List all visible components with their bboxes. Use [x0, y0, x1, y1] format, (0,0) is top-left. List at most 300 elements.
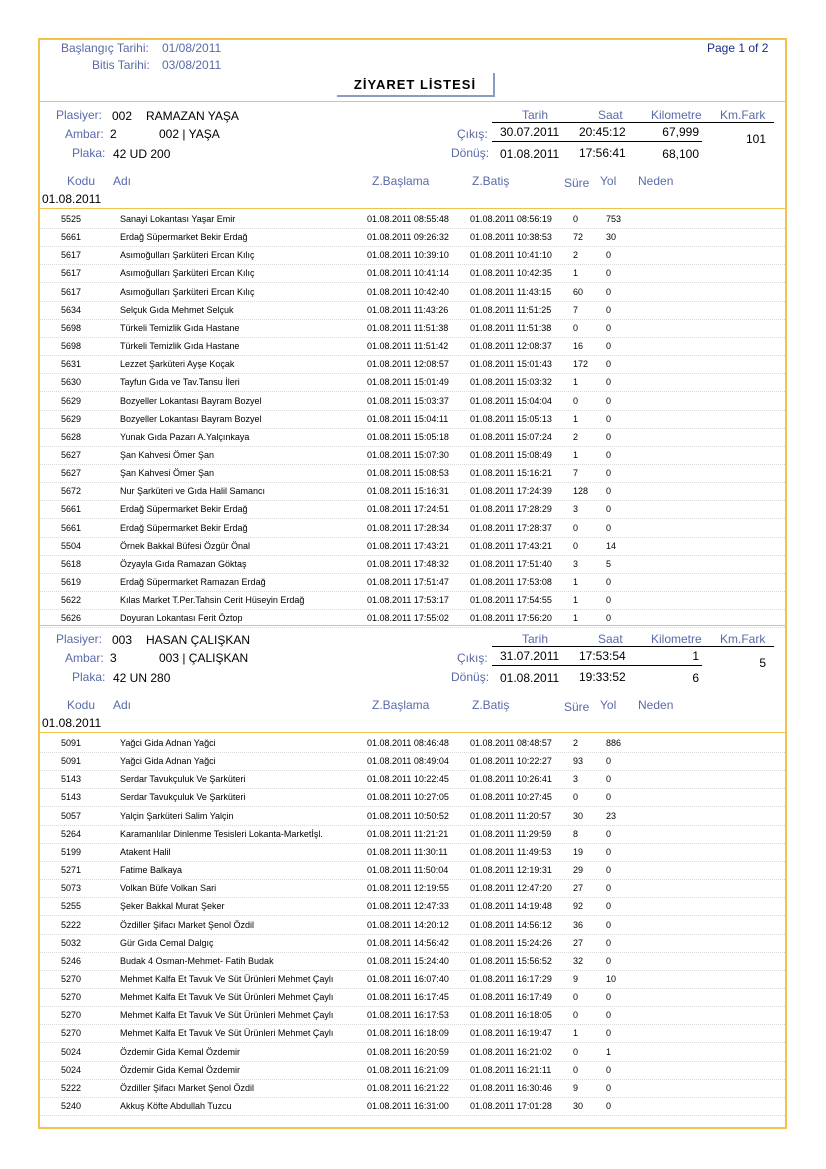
table-row [40, 537, 785, 556]
row-duration: 1 [573, 268, 579, 279]
cikis-saat: 17:53:54 [579, 649, 626, 663]
row-code: 5617 [61, 286, 82, 297]
row-name: Fatime Balkaya [120, 865, 183, 876]
table-row [40, 355, 785, 374]
row-code: 5024 [61, 1046, 82, 1057]
row-start-time: 01.08.2011 11:51:42 [367, 341, 449, 352]
row-distance: 0 [606, 322, 612, 333]
table-row [40, 301, 785, 320]
table-row [40, 988, 785, 1007]
row-start-time: 01.08.2011 16:07:40 [367, 973, 449, 984]
row-start-time: 01.08.2011 16:17:45 [367, 992, 449, 1003]
group-divider [40, 732, 785, 733]
row-duration: 60 [573, 286, 584, 297]
row-distance: 0 [606, 504, 612, 515]
row-start-time: 01.08.2011 14:56:42 [367, 937, 449, 948]
row-name: Erdağ Süpermarket Bekir Erdağ [120, 232, 248, 243]
row-name: Asımoğulları Şarküteri Ercan Kılıç [120, 250, 255, 261]
row-start-time: 01.08.2011 17:48:32 [367, 558, 449, 569]
row-distance: 0 [606, 1082, 612, 1093]
row-duration: 27 [573, 883, 584, 894]
row-end-time: 01.08.2011 12:47:20 [470, 883, 552, 894]
row-name: Yunak Gıda Pazarı A.Yalçınkaya [120, 431, 250, 442]
row-end-time: 01.08.2011 17:51:40 [470, 558, 552, 569]
row-distance: 0 [606, 286, 612, 297]
kmfark-header: Km.Fark [720, 108, 766, 122]
row-duration: 1 [573, 449, 579, 460]
donus-tarih: 01.08.2011 [500, 671, 560, 685]
km-fark: 5 [759, 656, 766, 670]
plasiyer-label: Plasiyer: [56, 632, 103, 646]
col-sure: Süre [564, 700, 590, 714]
row-name: Özdemir Gida Kemal Özdemir [120, 1064, 241, 1075]
row-distance: 0 [606, 577, 612, 587]
table-row [40, 264, 785, 283]
donus-saat: 17:56:41 [579, 146, 626, 160]
col-kodu: Kodu [67, 698, 96, 712]
row-start-time: 01.08.2011 16:20:59 [367, 1046, 449, 1057]
table-row [40, 1024, 785, 1043]
row-end-time: 01.08.2011 17:53:08 [470, 577, 552, 587]
row-end-time: 01.08.2011 15:08:49 [470, 449, 552, 460]
row-end-time: 01.08.2011 11:51:38 [470, 322, 552, 333]
row-end-time: 01.08.2011 16:17:29 [470, 973, 552, 984]
row-name: Özdiller Şifacı Market Şenol Özdil [120, 1082, 255, 1093]
row-distance: 0 [606, 919, 612, 930]
row-distance: 1 [606, 1046, 612, 1057]
row-name: Serdar Tavukçuluk Ve Şarküteri [120, 792, 246, 803]
col-yol: Yol [600, 698, 617, 712]
row-code: 5255 [61, 901, 82, 912]
row-start-time: 01.08.2011 17:55:02 [367, 613, 449, 624]
table-row [40, 228, 785, 247]
row-code: 5629 [61, 413, 82, 424]
table-row [40, 319, 785, 338]
table-row [40, 1006, 785, 1025]
row-end-time: 01.08.2011 15:56:52 [470, 955, 552, 966]
col-neden: Neden [638, 174, 674, 188]
row-name: Akkuş Köfte Abdullah Tuzcu [120, 1101, 232, 1111]
row-end-time: 01.08.2011 11:43:15 [470, 286, 552, 297]
row-duration: 0 [573, 322, 579, 333]
table-row [40, 555, 785, 574]
table-row [40, 897, 785, 916]
row-distance: 0 [606, 431, 612, 442]
row-start-time: 01.08.2011 10:41:14 [367, 268, 449, 279]
row-end-time: 01.08.2011 11:29:59 [470, 828, 552, 839]
row-name: Tayfun Gıda ve Tav.Tansu İleri [120, 377, 240, 388]
row-start-time: 01.08.2011 15:08:53 [367, 468, 449, 479]
row-start-time: 01.08.2011 14:20:12 [367, 919, 449, 930]
row-code: 5627 [61, 468, 82, 479]
row-end-time: 01.08.2011 08:48:57 [470, 738, 552, 748]
row-code: 5698 [61, 341, 82, 352]
row-end-time: 01.08.2011 16:17:49 [470, 992, 552, 1003]
ambar-name: 002 | YAŞA [159, 127, 220, 141]
row-end-time: 01.08.2011 14:19:48 [470, 901, 552, 912]
row-start-time: 01.08.2011 11:30:11 [367, 846, 448, 857]
row-duration: 1 [573, 413, 579, 424]
row-code: 5270 [61, 973, 82, 984]
row-duration: 2 [573, 738, 579, 748]
table-row [40, 879, 785, 898]
row-end-time: 01.08.2011 10:41:10 [470, 250, 552, 261]
row-duration: 92 [573, 901, 584, 912]
ambar-label: Ambar: [65, 651, 104, 665]
col-adi: Adı [113, 174, 132, 188]
row-start-time: 01.08.2011 08:55:48 [367, 214, 449, 224]
table-row [40, 825, 785, 844]
row-end-time: 01.08.2011 17:56:20 [470, 613, 552, 624]
row-start-time: 01.08.2011 15:03:37 [367, 395, 449, 406]
row-distance: 0 [606, 595, 612, 606]
table-row [40, 482, 785, 501]
table-row [40, 788, 785, 807]
table-row [40, 573, 785, 592]
row-code: 5246 [61, 955, 82, 966]
row-name: Serdar Tavukçuluk Ve Şarküteri [120, 774, 246, 785]
row-name: Yağci Gida Adnan Yağci [120, 756, 216, 767]
table-row [40, 392, 785, 411]
row-duration: 0 [573, 540, 579, 551]
table-row [40, 591, 785, 610]
header-rule [492, 122, 774, 123]
cikis-tarih: 30.07.2011 [500, 125, 560, 139]
row-end-time: 01.08.2011 17:28:29 [470, 504, 552, 515]
row-code: 5024 [61, 1064, 82, 1075]
row-distance: 0 [606, 883, 612, 894]
col-yol: Yol [600, 174, 617, 188]
row-end-time: 01.08.2011 10:27:45 [470, 792, 552, 803]
row-name: Erdağ Süpermarket Bekir Erdağ [120, 504, 248, 515]
row-code: 5143 [61, 792, 82, 803]
cikis-label: Çıkış: [457, 651, 488, 665]
row-name: Mehmet Kalfa Et Tavuk Ve Süt Ürünleri Mehmet Çaylı [120, 1010, 334, 1021]
col-kodu: Kodu [67, 174, 96, 188]
row-code: 5629 [61, 395, 82, 406]
row-duration: 0 [573, 522, 579, 533]
table-row [40, 734, 785, 753]
row-code: 5626 [61, 613, 82, 624]
row-name: Sanayi Lokantası Yaşar Emir [120, 214, 236, 224]
row-duration: 27 [573, 937, 584, 948]
row-start-time: 01.08.2011 17:51:47 [367, 577, 449, 587]
row-code: 5270 [61, 1028, 82, 1039]
col-zbatis: Z.Batiş [472, 174, 510, 188]
row-distance: 0 [606, 992, 612, 1003]
plasiyer-code: 002 [112, 109, 133, 123]
row-distance: 0 [606, 1101, 612, 1111]
row-start-time: 01.08.2011 17:24:51 [367, 504, 449, 515]
row-end-time: 01.08.2011 16:21:02 [470, 1046, 552, 1057]
row-distance: 0 [606, 395, 612, 406]
row-code: 5032 [61, 937, 82, 948]
plasiyer-label: Plasiyer: [56, 108, 103, 122]
row-start-time: 01.08.2011 11:21:21 [367, 828, 449, 839]
page-indicator: Page 1 of 2 [707, 41, 769, 55]
plasiyer-name: RAMAZAN YAŞA [146, 109, 239, 123]
row-name: Mehmet Kalfa Et Tavuk Ve Süt Ürünleri Mehmet Çaylı [120, 973, 334, 984]
row-name: Mehmet Kalfa Et Tavuk Ve Süt Ürünleri Mehmet Çaylı [120, 992, 334, 1003]
row-duration: 3 [573, 774, 579, 785]
row-start-time: 01.08.2011 10:22:45 [367, 774, 449, 785]
group-divider [40, 208, 785, 209]
row-start-time: 01.08.2011 17:28:34 [367, 522, 449, 533]
row-start-time: 01.08.2011 10:50:52 [367, 810, 449, 821]
row-code: 5630 [61, 377, 82, 388]
row-name: Lezzet Şarküteri Ayşe Koçak [120, 359, 235, 370]
row-code: 5091 [61, 756, 82, 767]
row-start-time: 01.08.2011 16:21:22 [367, 1082, 449, 1093]
row-code: 5222 [61, 1082, 82, 1093]
row-start-time: 01.08.2011 17:43:21 [367, 540, 449, 551]
group-date: 01.08.2011 [42, 716, 102, 730]
row-name: Kılas Market T.Per.Tahsin Cerit Hüseyin Erdağ [120, 595, 305, 606]
row-distance: 0 [606, 522, 612, 533]
table-row [40, 337, 785, 356]
row-code: 5698 [61, 322, 82, 333]
row-duration: 1 [573, 1028, 579, 1039]
row-end-time: 01.08.2011 15:05:13 [470, 413, 552, 424]
row-end-time: 01.08.2011 17:28:37 [470, 522, 552, 533]
row-duration: 1 [573, 377, 579, 388]
row-name: Türkeli Temizlik Gıda Hastane [120, 341, 240, 352]
row-start-time: 01.08.2011 16:17:53 [367, 1010, 449, 1021]
plaka-value: 42 UD 200 [113, 147, 171, 161]
row-end-time: 01.08.2011 17:54:55 [470, 595, 552, 606]
row-distance: 0 [606, 377, 612, 388]
row-end-time: 01.08.2011 16:21:11 [470, 1064, 552, 1075]
row-start-time: 01.08.2011 15:04:11 [367, 413, 449, 424]
plaka-label: Plaka: [72, 146, 106, 160]
row-code: 5270 [61, 1010, 82, 1021]
row-duration: 9 [573, 973, 579, 984]
row-start-time: 01.08.2011 11:43:26 [367, 304, 449, 315]
row-end-time: 01.08.2011 16:30:46 [470, 1082, 552, 1093]
row-duration: 30 [573, 1101, 584, 1111]
row-duration: 1 [573, 595, 579, 606]
kmfark-header: Km.Fark [720, 632, 766, 646]
row-name: Bozyeller Lokantası Bayram Bozyel [120, 413, 262, 424]
row-distance: 0 [606, 304, 612, 315]
row-name: Özdiller Şifacı Market Şenol Özdil [120, 919, 255, 930]
row-code: 5073 [61, 883, 82, 894]
row-code: 5622 [61, 595, 82, 606]
row-distance: 886 [606, 738, 622, 748]
donus-tarih: 01.08.2011 [500, 147, 560, 161]
row-code: 5661 [61, 522, 82, 533]
row-duration: 7 [573, 304, 579, 315]
row-name: Mehmet Kalfa Et Tavuk Ve Süt Ürünleri Mehmet Çaylı [120, 1028, 334, 1039]
row-code: 5661 [61, 504, 82, 515]
row-distance: 0 [606, 865, 612, 876]
row-end-time: 01.08.2011 17:24:39 [470, 486, 552, 497]
row-code: 5143 [61, 774, 82, 785]
row-name: Karamanlılar Dinlenme Tesisleri Lokanta-Marketİşl. [120, 828, 323, 839]
row-distance: 0 [606, 1064, 612, 1075]
row-distance: 5 [606, 558, 612, 569]
row-start-time: 01.08.2011 08:49:04 [367, 756, 449, 767]
ambar-no: 3 [110, 651, 117, 665]
row-duration: 0 [573, 992, 579, 1003]
row-code: 5631 [61, 359, 82, 370]
row-code: 5271 [61, 865, 82, 876]
row-distance: 0 [606, 1010, 612, 1021]
row-distance: 0 [606, 774, 612, 785]
row-code: 5199 [61, 846, 82, 857]
row-duration: 1 [573, 577, 579, 587]
row-duration: 2 [573, 431, 579, 442]
row-duration: 93 [573, 756, 584, 767]
row-duration: 36 [573, 919, 584, 930]
row-code: 5057 [61, 810, 82, 821]
row-code: 5634 [61, 304, 82, 315]
table-row [40, 807, 785, 826]
row-end-time: 01.08.2011 15:03:32 [470, 377, 552, 388]
section-divider [40, 101, 785, 102]
row-end-time: 01.08.2011 11:49:53 [470, 846, 552, 857]
row-distance: 0 [606, 828, 612, 839]
row-name: Özyayla Gıda Ramazan Göktaş [120, 558, 247, 569]
row-distance: 0 [606, 468, 612, 479]
col-zbaslama: Z.Başlama [372, 174, 430, 188]
table-row [40, 500, 785, 519]
table-row [40, 246, 785, 265]
row-code: 5617 [61, 268, 82, 279]
row-distance: 0 [606, 486, 612, 497]
col-adi: Adı [113, 698, 132, 712]
row-end-time: 01.08.2011 16:19:47 [470, 1028, 552, 1039]
row-start-time: 01.08.2011 15:16:31 [367, 486, 449, 497]
table-row [40, 970, 785, 989]
row-code: 5672 [61, 486, 82, 497]
row-name: Atakent Halil [120, 846, 171, 857]
table-row [40, 1097, 785, 1116]
ambar-no: 2 [110, 127, 117, 141]
group-date: 01.08.2011 [42, 192, 102, 206]
row-name: Budak 4 Osman-Mehmet- Fatih Budak [120, 955, 274, 966]
tarih-header: Tarih [522, 632, 549, 646]
row-name: Bozyeller Lokantası Bayram Bozyel [120, 395, 262, 406]
row-start-time: 01.08.2011 15:07:30 [367, 449, 449, 460]
saat-header: Saat [598, 108, 623, 122]
row-start-time: 01.08.2011 15:01:49 [367, 377, 449, 388]
plasiyer-name: HASAN ÇALIŞKAN [146, 633, 251, 647]
row-distance: 0 [606, 901, 612, 912]
row-end-time: 01.08.2011 17:43:21 [470, 540, 552, 551]
plaka-value: 42 UN 280 [113, 671, 171, 685]
row-distance: 0 [606, 250, 612, 261]
start-date-label: Başlangıç Tarihi: [61, 41, 149, 55]
row-distance: 0 [606, 756, 612, 767]
row-end-time: 01.08.2011 11:51:25 [470, 304, 552, 315]
row-name: Volkan Büfe Volkan Sari [120, 883, 217, 894]
row-duration: 16 [573, 341, 584, 352]
donus-label: Dönüş: [451, 670, 490, 684]
kilometre-header: Kilometre [651, 108, 702, 122]
row-duration: 0 [573, 1064, 579, 1075]
row-code: 5504 [61, 540, 82, 551]
ambar-label: Ambar: [65, 127, 104, 141]
report-title: ZİYARET LİSTESİ [337, 73, 495, 97]
row-name: Özdemir Gida Kemal Özdemir [120, 1046, 241, 1057]
row-distance: 0 [606, 359, 612, 370]
row-start-time: 01.08.2011 09:26:32 [367, 232, 449, 243]
end-date-value: 03/08/2011 [162, 58, 222, 72]
cikis-rule [492, 665, 702, 666]
row-code: 5222 [61, 919, 82, 930]
row-distance: 23 [606, 810, 617, 821]
row-name: Şan Kahvesi Ömer Şan [120, 449, 215, 460]
row-duration: 19 [573, 846, 584, 857]
row-start-time: 01.08.2011 12:19:55 [367, 883, 449, 894]
row-name: Şan Kahvesi Ömer Şan [120, 468, 215, 479]
plasiyer-code: 003 [112, 633, 133, 647]
row-end-time: 01.08.2011 14:56:12 [470, 919, 552, 930]
row-distance: 14 [606, 540, 617, 551]
row-duration: 0 [573, 792, 579, 803]
row-end-time: 01.08.2011 12:19:31 [470, 865, 552, 876]
donus-label: Dönüş: [451, 146, 490, 160]
row-start-time: 01.08.2011 11:50:04 [367, 865, 449, 876]
row-distance: 0 [606, 792, 612, 803]
row-end-time: 01.08.2011 15:07:24 [470, 431, 552, 442]
row-name: Doyuran Lokantası Ferit Öztop [120, 613, 243, 624]
row-start-time: 01.08.2011 16:21:09 [367, 1064, 449, 1075]
col-zbaslama: Z.Başlama [372, 698, 430, 712]
table-row [40, 519, 785, 538]
row-end-time: 01.08.2011 10:38:53 [470, 232, 552, 243]
table-row [40, 1079, 785, 1098]
tarih-header: Tarih [522, 108, 549, 122]
row-start-time: 01.08.2011 12:47:33 [367, 901, 449, 912]
cikis-km: 67,999 [662, 125, 699, 139]
row-name: Nur Şarküteri ve Gıda Halil Samancı [120, 486, 266, 497]
row-start-time: 01.08.2011 16:18:09 [367, 1028, 449, 1039]
table-row [40, 752, 785, 771]
row-start-time: 01.08.2011 15:24:40 [367, 955, 449, 966]
row-duration: 2 [573, 250, 579, 261]
row-end-time: 01.08.2011 15:16:21 [470, 468, 552, 479]
row-duration: 1 [573, 613, 579, 624]
row-code: 5618 [61, 558, 82, 569]
row-start-time: 01.08.2011 12:08:57 [367, 359, 449, 370]
saat-header: Saat [598, 632, 623, 646]
row-duration: 9 [573, 1082, 579, 1093]
row-name: Erdağ Süpermarket Bekir Erdağ [120, 522, 248, 533]
kilometre-header: Kilometre [651, 632, 702, 646]
row-duration: 128 [573, 486, 589, 497]
plaka-label: Plaka: [72, 670, 106, 684]
row-code: 5270 [61, 992, 82, 1003]
row-code: 5661 [61, 232, 82, 243]
row-end-time: 01.08.2011 15:24:26 [470, 937, 552, 948]
row-end-time: 01.08.2011 08:56:19 [470, 214, 552, 224]
row-end-time: 01.08.2011 12:08:37 [470, 341, 552, 352]
row-end-time: 01.08.2011 11:20:57 [470, 810, 552, 821]
start-date-value: 01/08/2011 [162, 41, 222, 55]
table-row [40, 373, 785, 392]
donus-km: 68,100 [662, 147, 699, 161]
cikis-saat: 20:45:12 [579, 125, 626, 139]
cikis-km: 1 [692, 649, 699, 663]
donus-km: 6 [692, 671, 699, 685]
row-name: Şeker Bakkal Murat Şeker [120, 901, 225, 912]
table-row [40, 464, 785, 483]
row-name: Örnek Bakkal Büfesi Özgür Önal [120, 540, 251, 551]
row-distance: 0 [606, 613, 612, 624]
row-start-time: 01.08.2011 16:31:00 [367, 1101, 449, 1111]
